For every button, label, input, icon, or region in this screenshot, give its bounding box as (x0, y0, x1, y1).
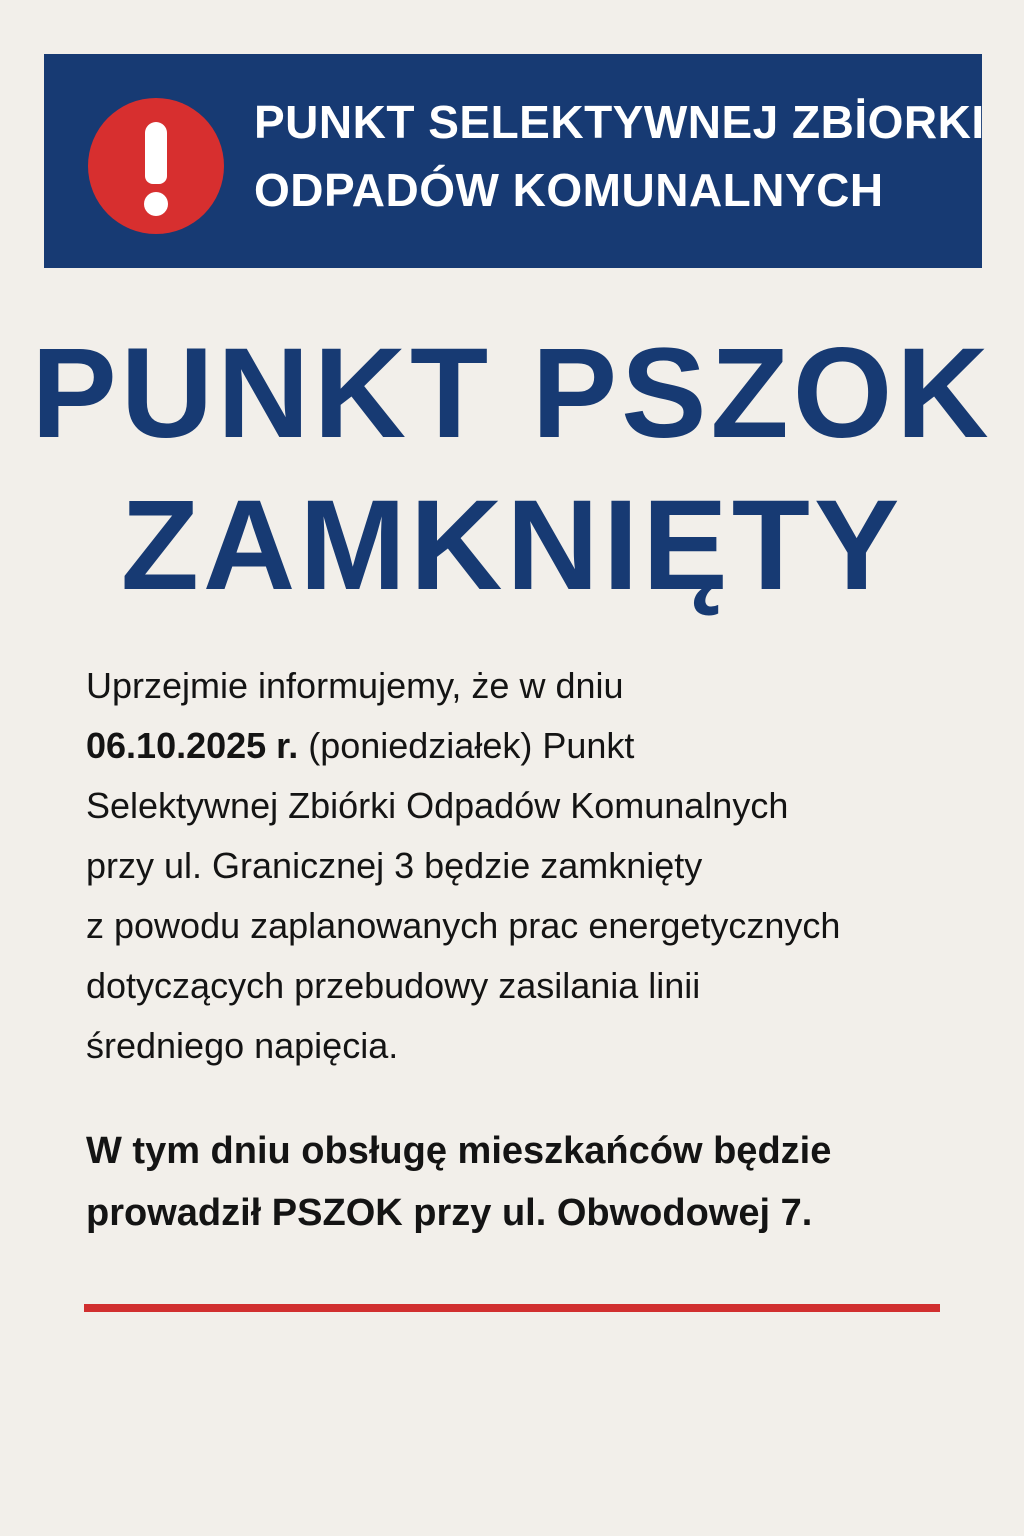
body-line-5: z powodu zaplanowanych prac energetycznych (86, 905, 841, 946)
main-title-line2: ZAMKNIĘTY (120, 474, 904, 617)
exclamation-dot (144, 192, 168, 216)
exclamation-bar (145, 122, 167, 184)
notice-line-1: W tym dniu obsługę mieszkańców będzie (86, 1130, 832, 1172)
body-line-3: Selektywnej Zbiórki Odpadów Komunalnych (86, 785, 789, 826)
main-title (0, 318, 1024, 622)
body-line-2 (86, 716, 1006, 776)
bottom-divider (84, 1304, 940, 1312)
closure-date: 06.10.2025 r. (86, 725, 299, 766)
header-banner (44, 54, 985, 268)
body-line-6: dotyczących przebudowy zasilania linii (86, 965, 701, 1006)
alternative-location-notice (86, 1120, 986, 1244)
header-title (254, 88, 985, 224)
main-title-line1: PUNKT PSZOK (31, 322, 993, 465)
announcement-body (86, 656, 1006, 1076)
body-line-7: średniego napięcia. (86, 1025, 399, 1066)
header-title-line2: ODPADÓW KOMUNALNYCH (254, 164, 884, 216)
notice-line-2: prowadził PSZOK przy ul. Obwodowej 7. (86, 1192, 813, 1234)
body-line-1: Uprzejmie informujemy, że w dniu (86, 665, 624, 706)
body-line-4: przy ul. Granicznej 3 będzie zamknięty (86, 845, 703, 886)
body-line-2-rest: (poniedziałek) Punkt (298, 725, 635, 766)
exclamation-icon (88, 98, 224, 234)
header-title-line1: PUNKT SELEKTYWNEJ ZBİORKI (254, 96, 985, 148)
